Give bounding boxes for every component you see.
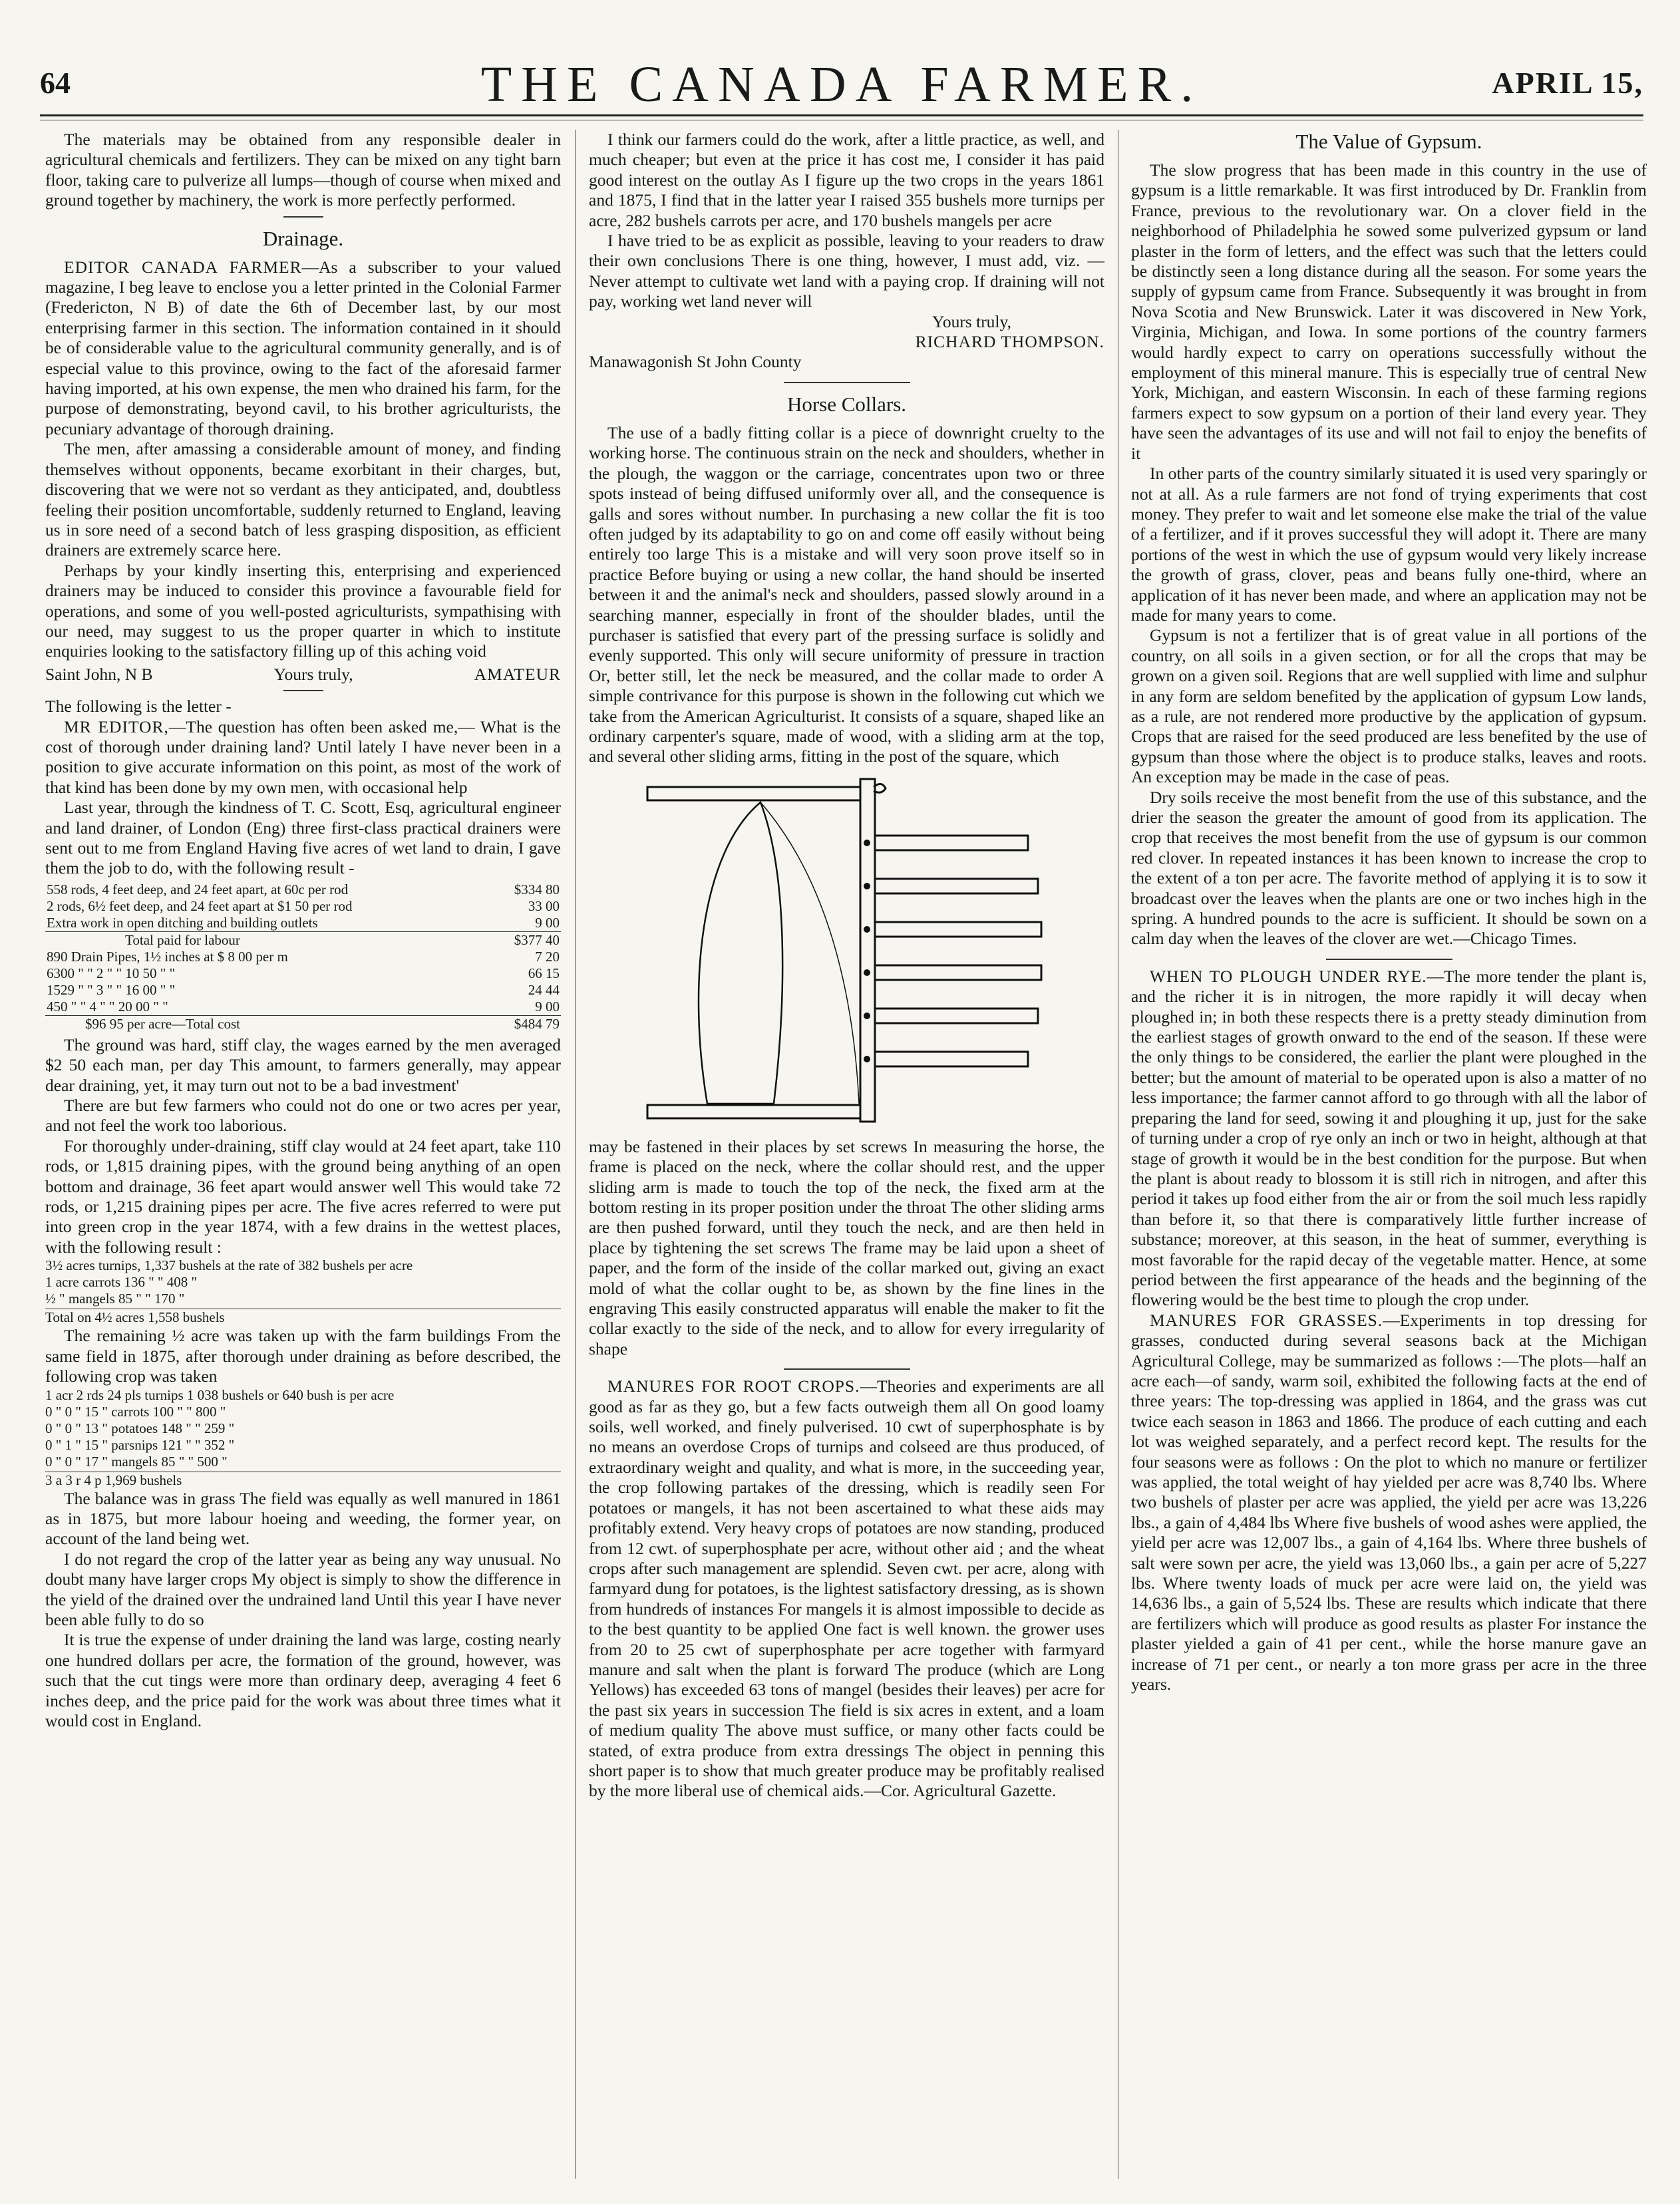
table-row: 0 " 1 " 15 " parsnips 121 " " 352 " bbox=[45, 1436, 235, 1453]
horse-collars-paragraph-2: may be fastened in their places by set screws In measuring the horse, the frame is placed on the neck, where the collar should rest, and the upper sliding arm is made to touch the top of the neck, the fixed arm at the bottom resting in its proper position under the throat The other sliding arms are then pushed forward, until they touch the neck, and are then held in place by tightening the set screws The frame may be laid upon a sheet of paper, and the form of the inside of the collar marked out, giving an exact mold of what the collar ought to be, as shown by the fine lines in the engraving This easily constructed apparatus will enable the maker to fit the collar exactly to the side of the neck, and to allow for every irregularity of shape bbox=[589, 1136, 1104, 1358]
newspaper-title: THE CANADA FARMER. bbox=[480, 57, 1203, 112]
letter-continued-paragraph-2: I have tried to be as explicit as possible, leaving to your readers to draw their own conclusions There is one thing, however, I must add, viz. —Never attempt to cultivate wet land with a paying crop. If draining will not pay, working wet land never will bbox=[589, 231, 1104, 311]
letter-continued-paragraph-1: I think our farmers could do the work, after a little practice, as well, and much cheaper; but even at the price it has cost me, I consider it has paid good interest on the outlay As I figure up the two crops in the years 1861 and 1875, I find that in the latter year I raised 355 bushels more turnips per acre, 282 bushels carrots per acre, and 170 bushels mangels per acre bbox=[589, 130, 1104, 230]
horse-collars-heading: Horse Collars. bbox=[786, 392, 907, 416]
gypsum-heading: The Value of Gypsum. bbox=[1295, 130, 1482, 153]
signature-place: Saint John, N B bbox=[45, 664, 153, 684]
signature-name: RICHARD THOMPSON. bbox=[915, 332, 1104, 352]
labour-account-table bbox=[45, 881, 561, 1032]
table-row: 558 rods, 4 feet deep, and 24 feet apart, at 60c per rod $334 80 bbox=[47, 881, 560, 897]
signature-place: Manawagonish St John County bbox=[589, 352, 802, 372]
table-row: 450 " " 4 " " 20 00 " " 9 00 bbox=[47, 998, 560, 1015]
letter-paragraph-6: The remaining ½ acre was taken up with the farm buildings From the same field in 1875, after thorough under draining as before described, the following crop was taken bbox=[45, 1326, 561, 1386]
manures-root-crops-heading: MANURES FOR ROOT CROPS. bbox=[607, 1376, 860, 1396]
signature-name: AMATEUR bbox=[474, 664, 561, 684]
masthead-rule bbox=[40, 114, 1643, 116]
signature-yours: Yours truly, bbox=[931, 311, 1011, 331]
separator bbox=[283, 690, 323, 691]
letter-paragraph-1: MR EDITOR,—The question has often been asked me,— What is the cost of thorough under draining land? Until lately I have never been in a position to give accurate information on this point, as most of the work of that kind has been done by my own men, with occasional help bbox=[45, 716, 561, 797]
signature-yours: Yours truly, bbox=[273, 664, 353, 684]
table-row: ½ " mangels 85 " " 170 " bbox=[45, 1291, 185, 1307]
crop-table-1875 bbox=[45, 1387, 561, 1489]
gypsum-paragraph-4: Dry soils receive the most benefit from the use of this substance, and the drier the season the greater the amount of good from its application. The crop that receives the most benefit from the use of gypsum is our common red clover. In repeated instances it has been known to increase the crop to the extent of a ton per acre. The favorite method of applying it is to sow it broadcast over the leaves when the plants are one or two inches high in the spring. A hundred pounds to the acre is sufficient. It should be sown on a calm day when the leaves of the clover are wet.—Chicago Times. bbox=[1131, 787, 1647, 949]
manures-root-crops-paragraph: MANURES FOR ROOT CROPS.—Theories and experiments are all good as far as they go, but a few facts outweigh them all On good loamy soils, well worked, and finely pulverised. 10 cwt of superphosphate is by no means an overdose Crops of turnips and colseed are thus produced, of extraordinary weight and quality, and what is more, in the succeeding year, the crop following partakes of the dressing, which is readily seen For potatoes or mangels, it has not been ascertained to what these aids may profitably extend. Very heavy crops of potatoes are now standing, produced from 12 cwt. of superphosphate per acre, without other aid ; and the wheat crops after such management are splendid. Seven cwt. per acre, along with farmyard dung for potatoes, is the lightest satisfactory dressing, as is shown from hundreds of instances For mangels it is almost impossible to decide as to the best quantity to be applied One fact is well known. the grower uses from 20 to 25 cwt of superphosphate per acre together with farmyard manure and salt when the plant is forward The produce (which are Long Yellows) has exceeded 63 tons of mangel (besides their leaves) per acre for the past six years in succession The field is six acres in extent, and a loam of medium quality The above must suffice, or many other facts could be stated, of extra produce from extra dressings The object in penning this short paper is to show that much greater produce may be profitably realised by the more liberal use of chemical aids.—Cor. Agricultural Gazette. bbox=[589, 1376, 1104, 1801]
table-row: 0 " 0 " 13 " potatoes 148 " " 259 " bbox=[45, 1420, 235, 1436]
table-row: 1 acr 2 rds 24 pls turnips 1 038 bushels or 640 bush is per acre bbox=[45, 1386, 395, 1403]
table-row: 3½ acres turnips, 1,337 bushels at the rate of 382 bushels per acre bbox=[45, 1257, 413, 1274]
collar-measuring-frame-illustration bbox=[634, 772, 1060, 1132]
column-divider-1 bbox=[575, 130, 576, 2179]
separator bbox=[784, 1368, 910, 1370]
table-total-row: Total on 4½ acres 1,558 bushels bbox=[45, 1309, 561, 1326]
gypsum-paragraph-3: Gypsum is not a fertilizer that is of great value in all portions of the country, on all soils in a given section, or for all the crops that may be grown on a given soil. Regions that are well supplied with lime and sulphur in any form are seldom benefited by the application of gypsum Low lands, as a rule, are not rendered more productive by the application of gypsum. Crops that are raised for the seed produced are less benefited by the use of gypsum than those where the object is to produce stalks, leaves and roots. An exception may be made in the case of peas. bbox=[1131, 625, 1647, 787]
letter-paragraph-3: The ground was hard, stiff clay, the wages earned by the men averaged $2 50 each man, per day This amount, to farmers generally, may appear dear draining, yet, it may turn out not to be a bad investment' bbox=[45, 1034, 561, 1095]
plough-rye-heading: WHEN TO PLOUGH UNDER RYE. bbox=[1150, 966, 1427, 986]
table-row: 1529 " " 3 " " 16 00 " " 24 44 bbox=[47, 981, 560, 998]
table-total-row: Total paid for labour $377 40 bbox=[45, 931, 561, 949]
letter-paragraph-7: The balance was in grass The field was equally as well manured in 1861 as in 1875, but more labour hoeing and weeding, the former year, on account of the land being wet. bbox=[45, 1488, 561, 1549]
letter-paragraph-8: I do not regard the crop of the latter year as being any way unusual. No doubt many have larger crops My object is simply to show the difference in the yield of the drained over the undrained land Until this year I have never been able fully to do so bbox=[45, 1549, 561, 1629]
gypsum-paragraph-1: The slow progress that has been made in this country in the use of gypsum is a little remarkable. It was first introduced by Dr. Franklin from France, previous to the revolutionary war. On a clover field in the neighborhood of Philadelphia he sowed some pulverized gypsum or land plaster in the form of letters, and the effect was such that the letters could be distinctly seen a long distance during all the season. For some years the supply of gypsum came from France. Subsequently it was brought in from Nova Scotia and New Brunswick. Later it was discovered in New York, Virginia, Michigan, and Iowa. In some portions of the country farmers would hardly expect to carry on operations successfully without the employment of this mineral manure. This is especially true of central New York, Michigan, and eastern Wisconsin. In each of these farming regions farmers expect to sow gypsum on a portion of their land every year. They have seen the advantages of its use and will not fail to enjoy the benefits of it bbox=[1131, 160, 1647, 463]
separator bbox=[784, 382, 910, 383]
table-row: 0 " 0 " 17 " mangels 85 " " 500 " bbox=[45, 1453, 228, 1470]
signature-block bbox=[45, 665, 561, 685]
horse-collars-paragraph-1: The use of a badly fitting collar is a piece of downright cruelty to the working horse. The continuous strain on the neck and shoulders, whether in the plough, the waggon or the carriage, concentrates upon two or three spots instead of being diffused uniformly over all, and the consequence is galls and sores without number. In purchasing a new collar the fit is too often judged by its adaptability to go on and come off easily without being entirely too large This is a mistake and will very soon prove itself so in practice Before buying or using a new collar, the hand should be inserted between it and the animal's neck and shoulders, passed slowly around in a searching manner, especially in front of the shoulder blades, until the purchaser is satisfied that every part of the pressing surface is solidly and evenly supported. This only will secure uniformity of pressure in traction Or, better still, let the neck be measured, and the collar made to order A simple contrivance for this purpose is shown in the following cut which we take from the American Agriculturist. It consists of a square, shaped like an ordinary carpenter's square, made of wood, with a sliding arm at the top, and several other sliding arms, fitting in the post of the square, which bbox=[589, 422, 1104, 766]
letter-paragraph-5: For thoroughly under-draining, stiff clay would at 24 feet apart, take 110 rods, or 1,815 draining pipes, with the ground being anything of an open bottom and drainage, 36 feet apart would answer well This would take 72 rods, or 1,215 draining pipes per acre. The five acres referred to were put into green crop in the year 1874, with a few drains in the wettest places, with the following result : bbox=[45, 1136, 561, 1257]
letter-paragraph-9: It is true the expense of under draining the land was large, costing nearly one hundred dollars per acre, the formation of the ground, however, was such that the cut tings were more than ordinary deep, averaging 4 feet 6 inches deep, and the price paid for the work was about three times what it would cost in England. bbox=[45, 1630, 561, 1730]
table-row: Extra work in open ditching and building outlets 9 00 bbox=[47, 914, 560, 931]
plough-rye-paragraph: WHEN TO PLOUGH UNDER RYE.—The more tender the plant is, and the richer it is in nitrogen, the more rapidly it will decay when ploughed in; in both these respects there is a pretty steady diminution from the earliest stages of growth onward to the end of the season. If these were the only things to be considered, the earlier the plant were ploughed in the better; but the amount of material to be operated upon is also a matter of no less importance; the farmer cannot afford to go through with all the labor of preparing the land for seed, sowing it and ploughing it up, just for the sake of turning under a crop of rye only an inch or two in height, although at that stage of growth it would be in the best condition for the purpose. But when the plant is about ready to blossom it is still rich in nitrogen, and after this period it takes up food either from the air or from the soil much less rapidly than before it, so that there is comparatively little further increase of substance; moreover, at this season, in the heat of summer, everything is most favorable for the rapid decay of the vegetable matter. Hence, at some period between the first appearance of the heads and the beginning of the flowering would be the best time to plough the crop under. bbox=[1131, 966, 1647, 1310]
letter-paragraph-2: Last year, through the kindness of T. C. Scott, Esq, agricultural engineer and land drainer, of London (Eng) three first-class practical drainers were sent out to me from England Having five acres of wet land to drain, I gave them the job to do, with the following result - bbox=[45, 798, 561, 878]
table-total-row: 3 a 3 r 4 p 1,969 bushels bbox=[45, 1472, 561, 1489]
editor-salutation: EDITOR CANADA FARMER bbox=[64, 257, 302, 277]
manures-grasses-heading: MANURES FOR GRASSES. bbox=[1150, 1310, 1383, 1330]
table-row: 1 acre carrots 136 " " 408 " bbox=[45, 1274, 198, 1291]
separator bbox=[1326, 959, 1452, 960]
table-row: 0 " 0 " 15 " carrots 100 " " 800 " bbox=[45, 1403, 226, 1420]
table-row: 890 Drain Pipes, 1½ inches at $ 8 00 per m 7 20 bbox=[47, 948, 560, 965]
drainage-paragraph-1: EDITOR CANADA FARMER—As a subscriber to your valued magazine, I beg leave to enclose you a letter printed in the Colonial Farmer (Fredericton, N B) of date the 6th of December last, by our most enterprising farmer in this section. The information contained in it should be of considerable value to the agricultural community generally, and is of especial value to this province, owing to the fact of the aforesaid farmer having imported, at his own expense, the men who drained his farm, for the purpose of demonstrating, beyond cavil, to his brother agriculturists, the pecuniary advantage of thorough draining. bbox=[45, 257, 561, 438]
table-total-row: $96 95 per acre—Total cost $484 79 bbox=[45, 1015, 561, 1032]
page-number: 64 bbox=[40, 66, 71, 100]
table-row: 6300 " " 2 " " 10 50 " " 66 15 bbox=[47, 965, 560, 981]
manures-grasses-paragraph: MANURES FOR GRASSES.—Experiments in top dressing for grasses, conducted during several seasons back at the Michigan Agricultural College, may be summarized as follows :—The plots—half an acre each—of sandy, warm soil, exhibited the following facts at the end of three years: The top-dressing was applied in 1864, and the grass was cut twice each season in 1863 and 1866. The produce of each cutting and each lot was weighed separately, and a perfect record kept. The results for the four seasons were as follows : On the plot to which no manure or fertilizer was applied, the total weight of hay yielded per acre was 8,740 lbs. Where two bushels of plaster per acre was applied, the yield per acre was 13,226 lbs., a gain of 4,484 lbs Where five bushels of wood ashes were applied, the yield per acre was 12,007 lbs., a gain of 4,164 lbs. Where three bushels of salt were sown per acre, the yield was 13,060 lbs., a gain per acre of 5,227 lbs. Where twenty loads of muck per acre were laid on, the yield was 14,636 lbs., a gain of 5,524 lbs. These are results which indicate that there are fertilizers which will produce as good results as plaster For instance the plaster yielded a gain of 41 per cent., while the horse manure gave an increase of 71 per cent., or nearly a ton more grass per acre in the three years. bbox=[1131, 1310, 1647, 1694]
drainage-heading: Drainage. bbox=[262, 226, 344, 250]
letter-paragraph-4: There are but few farmers who could not do one or two acres per year, and not feel the work too laborious. bbox=[45, 1096, 561, 1136]
column-3 bbox=[1131, 130, 1647, 2179]
table-row: 2 rods, 6½ feet deep, and 24 feet apart at $1 50 per rod 33 00 bbox=[47, 897, 560, 914]
materials-paragraph: The materials may be obtained from any responsible dealer in agricultural chemicals and fertilizers. They can be mixed on any tight barn floor, taking care to pulverize all lumps—though of course when mixed and ground together by machinery, the work is more perfectly performed. bbox=[45, 130, 561, 210]
letter-salutation: MR EDITOR, bbox=[64, 716, 169, 736]
column-2 bbox=[589, 130, 1104, 2179]
separator bbox=[283, 216, 323, 218]
crop-table-1874 bbox=[45, 1257, 561, 1326]
drainage-paragraph-3: Perhaps by your kindly inserting this, enterprising and experienced drainers may be induced to consider this province a favourable field for operations, and some of you well-posted agriculturists, sympathising with our need, may suggest to us the proper quarter in which to institute enquiries looking to the satisfactory filling up of this aching void bbox=[45, 560, 561, 661]
masthead bbox=[40, 53, 1643, 113]
column-1 bbox=[45, 130, 561, 2179]
gypsum-paragraph-2: In other parts of the country similarly situated it is used very sparingly or not at all. As a rule farmers are not fond of trying experiments that cost money. They prefer to wait and let someone else make the trial of the value of a fertilizer, and if it proves successful they will adopt it. There are many portions of the west in which the use of gypsum would very likely increase the growth of grass, clover, peas and beans fully one-third, where an application of it has never been made, and where an application may not be made for many years to come. bbox=[1131, 464, 1647, 625]
issue-date: APRIL 15, bbox=[1492, 66, 1643, 100]
drainage-paragraph-2: The men, after amassing a considerable amount of money, and finding themselves without opponents, became exorbitant in their charges, but, discovering that we were not so verdant as they anticipated, and, doubtless feeling their position uncomfortable, suddenly returned to England, leaving us in sore need of a second batch of less grasping disposition, as efficient drainers are extremely scarce here. bbox=[45, 439, 561, 560]
letter-intro: The following is the letter - bbox=[45, 697, 232, 716]
